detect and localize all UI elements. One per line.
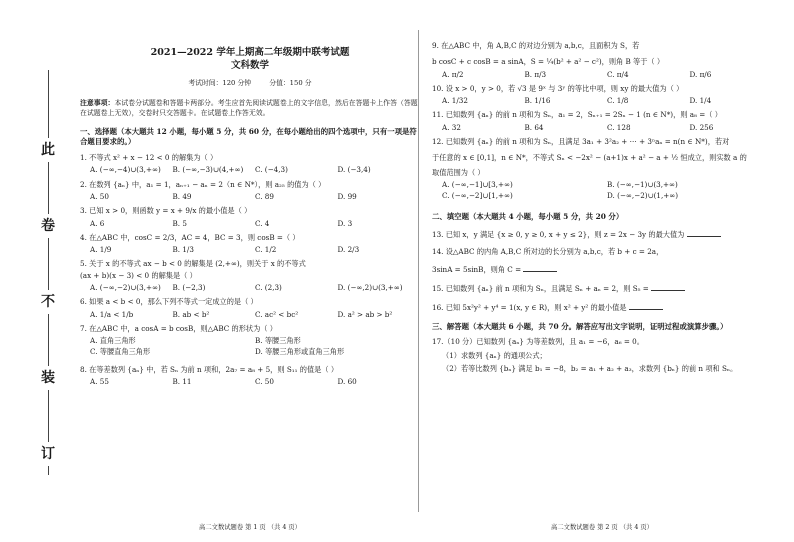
- option: A. (−∞,−1]∪[3,+∞): [442, 179, 513, 189]
- question-9-options: [432, 71, 772, 79]
- option: C. 50: [255, 376, 274, 386]
- exam-subject: 文科数学: [230, 59, 269, 71]
- answer-blank: [651, 283, 685, 291]
- question-14: 14. 设△ABC 的内角 A,B,C 所对边的长分别为 a,b,c，若 b + c = 2a，: [432, 247, 664, 257]
- question-11-options: [432, 124, 772, 132]
- option: C. 128: [607, 122, 631, 132]
- option: B. 1/3: [172, 245, 194, 255]
- question-12-cont2: 取值范围为（ ）: [432, 167, 485, 177]
- question-15-text: 15. 已知数列 {aₙ} 前 n 项和为 Sₙ，且满足 Sₙ + aₙ = 2，则 S₅ =: [432, 283, 649, 293]
- option: A. (−∞,−4)∪(3,+∞): [90, 165, 161, 175]
- option: D. 1/4: [689, 96, 712, 106]
- option: A. 直角三角形: [90, 336, 136, 346]
- option: C. 等腰直角三角形: [90, 347, 151, 357]
- question-6: 6. 如果 a < b < 0，那么下列不等式一定成立的是（ ）: [80, 297, 258, 307]
- exam-score: 分值：150 分: [269, 78, 312, 87]
- question-14-text: 3sinA = 5sinB，则角 C =: [432, 264, 522, 274]
- option: B. π/3: [524, 69, 547, 79]
- exam-page-1: [80, 34, 420, 386]
- option: C. 1/2: [255, 245, 277, 255]
- section-solve-heading: 三、解答题（本大题共 6 小题，共 70 分。解答应写出文字说明，证明过程或演算步骤。）: [432, 321, 728, 331]
- exam-page-2: [432, 34, 772, 373]
- option: B. 等腰三角形: [255, 336, 301, 346]
- option: A. 1/32: [442, 96, 468, 106]
- question-2: 2. 在数列 {aₙ} 中，a₁ = 1，aₙ₊₁ − aₙ = 2（n ∈ N*），则 a₂₅ 的值为（ ）: [80, 179, 326, 189]
- question-17: 17.（10 分）已知数列 {aₙ} 为等差数列，且 a₁ = −6，a₆ = 0。: [432, 337, 644, 347]
- option: C. (2,3): [255, 282, 282, 292]
- binding-line: [48, 70, 49, 475]
- option: C. (−∞,−2]∪[1,+∞): [442, 191, 513, 201]
- question-1-options: [80, 166, 420, 174]
- option: B. 64: [524, 122, 544, 132]
- option: A. (−∞,−2)∪(3,+∞): [90, 282, 161, 292]
- option: D. (−3,4): [337, 165, 371, 175]
- question-6-options: [80, 311, 420, 319]
- option: D. π/6: [689, 69, 712, 79]
- question-7-options: [80, 337, 420, 360]
- option: A. 50: [90, 191, 109, 201]
- question-5: 5. 关于 x 的不等式 ax − b < 0 的解集是 (2,+∞)，则关于 x 的不等式: [80, 259, 306, 269]
- option: D. 2/3: [337, 245, 360, 255]
- question-12-options: [432, 181, 772, 204]
- question-10-options: [432, 97, 772, 105]
- question-17-part-2: （2）若等比数列 {bₙ} 满足 b₁ = −8，b₂ = a₁ + a₂ + a₃，求数列 {bₙ} 的前 n 项和 Sₙ。: [442, 363, 738, 373]
- answer-blank: [523, 264, 557, 272]
- option: D. (−∞,−2)∪(1,+∞): [607, 191, 679, 201]
- section-choice-heading: 一、选择题（本大题共 12 小题，每小题 5 分，共 60 分，在每小题给出的四个选项中，只有一项是符合题目要求的。）: [80, 126, 417, 147]
- option: D. 256: [689, 122, 714, 132]
- exam-time: 考试时间：120 分钟: [188, 78, 252, 87]
- option: A. π/2: [442, 69, 464, 79]
- option: B. 1/16: [524, 96, 551, 106]
- question-2-options: [80, 193, 420, 201]
- question-12-cont: 于任意的 x ∈ [0,1]，n ∈ N*，不等式 Sₙ < −2x² − (a+1)x + a² − a + ½ 恒成立，则实数 a 的: [432, 153, 747, 163]
- notice-text: 本试卷分试题卷和答题卡两部分。考生应首先阅读试题卷上的文字信息，然后在答题卡上作答（答题在试题卷上无效），交卷时只交答题卡。在试题卷上作答无效。: [80, 98, 418, 117]
- page-2-footer: 高二文数试题卷 第 2 页 （共 4 页）: [551, 524, 653, 531]
- option: A. 32: [442, 122, 461, 132]
- option: B. (−∞,−3)∪(4,+∞): [172, 165, 244, 175]
- binding-margin: [0, 0, 60, 542]
- section-fill-heading: 二、填空题（本大题共 4 小题，每小题 5 分，共 20 分）: [432, 212, 624, 222]
- option: D. 等腰三角形或直角三角形: [255, 347, 345, 357]
- option: D. 3: [337, 218, 353, 228]
- option: A. 1/a < 1/b: [90, 309, 134, 319]
- binding-char-1: 此: [36, 138, 60, 162]
- question-14-cont: [432, 264, 772, 274]
- option: D. 99: [337, 191, 357, 201]
- option: C. 1/8: [607, 96, 629, 106]
- question-5-cont: (ax + b)(x − 3) < 0 的解集是（ ）: [80, 270, 197, 280]
- option: C. π/4: [607, 69, 629, 79]
- page-1-footer: 高二文数试题卷 第 1 页 （共 4 页）: [199, 524, 301, 531]
- option: B. (−2,3): [172, 282, 206, 292]
- question-13: [432, 229, 772, 239]
- option: A. 6: [90, 218, 105, 228]
- question-1: 1. 不等式 x² + x − 12 < 0 的解集为（ ）: [80, 153, 218, 163]
- option: D. (−∞,2)∪(3,+∞): [337, 282, 403, 292]
- answer-blank: [687, 229, 721, 237]
- question-10: 10. 设 x > 0，y > 0，若 √3 是 9ˣ 与 3ʸ 的等比中项，则 xy 的最大值为（ ）: [432, 83, 684, 93]
- question-13-text: 13. 已知 x，y 满足 {x ≥ 0, y ≥ 0, x + y ≤ 2}，则 z = 2x − 3y 的最大值为: [432, 230, 685, 240]
- option: A. 1/9: [90, 245, 112, 255]
- question-4-options: [80, 246, 420, 254]
- notice: [80, 98, 420, 118]
- binding-char-5: 订: [36, 442, 60, 466]
- question-5-options: [80, 284, 420, 292]
- question-3-options: [80, 220, 420, 228]
- exam-meta: [80, 80, 420, 88]
- binding-char-2: 卷: [36, 214, 60, 238]
- option: D. a² > ab > b²: [337, 309, 393, 319]
- question-9-cont: b cosC + c cosB = a sinA，S = ¼(b² + a² − c²)，则角 B 等于（ ）: [432, 57, 665, 67]
- option: B. 5: [172, 218, 187, 228]
- exam-title: 2021—2022 学年上期高二年级期中联考试题: [150, 47, 350, 58]
- question-8: 8. 在等差数列 {aₙ} 中，若 Sₙ 为前 n 项和，2a₇ = a₈ + 5，则 S₁₁ 的值是（ ）: [80, 364, 339, 374]
- option: B. 49: [172, 191, 192, 201]
- question-15: [432, 283, 772, 293]
- option: B. ab < b²: [172, 309, 210, 319]
- question-3: 3. 已知 x > 0，则函数 y = x + 9/x 的最小值是（ ）: [80, 206, 252, 216]
- question-16: [432, 302, 772, 312]
- question-12: 12. 已知数列 {aₙ} 的前 n 项和为 Sₙ，且满足 3a₁ + 3²a₂ + ⋯ + 3ⁿaₙ = n(n ∈ N*)，若对: [432, 136, 730, 146]
- answer-blank: [629, 302, 663, 310]
- question-16-text: 16. 已知 5x²y² + y⁴ = 1(x, y ∈ R)，则 x² + y² 的最小值是: [432, 303, 627, 313]
- binding-char-4: 装: [36, 366, 60, 390]
- option: C. 4: [255, 218, 270, 228]
- option: A. 55: [90, 376, 109, 386]
- binding-char-3: 不: [36, 290, 60, 314]
- option: B. 11: [172, 376, 192, 386]
- question-7: 7. 在△ABC 中，a cosA = b cosB，则△ABC 的形状为（ ）: [80, 323, 277, 333]
- question-9: 9. 在△ABC 中，角 A,B,C 的对边分别为 a,b,c，且面积为 S，若: [432, 41, 640, 50]
- option: C. 89: [255, 191, 274, 201]
- option: C. (−4,3): [255, 165, 288, 175]
- option: B. (−∞,−1)∪(3,+∞): [607, 179, 678, 189]
- question-8-options: [80, 378, 420, 386]
- option: C. ac² < bc²: [255, 309, 299, 319]
- question-17-part-1: （1）求数列 {aₙ} 的通项公式；: [442, 350, 547, 360]
- question-4: 4. 在△ABC 中，cosC = 2/3，AC = 4，BC = 3，则 cosB =（ ）: [80, 232, 300, 242]
- option: D. 60: [337, 376, 357, 386]
- question-11: 11. 已知数列 {aₙ} 的前 n 项和为 Sₙ，a₁ = 2，Sₙ₊₁ = 2Sₙ − 1 (n ∈ N*)，则 a₈ =（ ）: [432, 110, 722, 120]
- notice-label: 注意事项：: [80, 98, 115, 107]
